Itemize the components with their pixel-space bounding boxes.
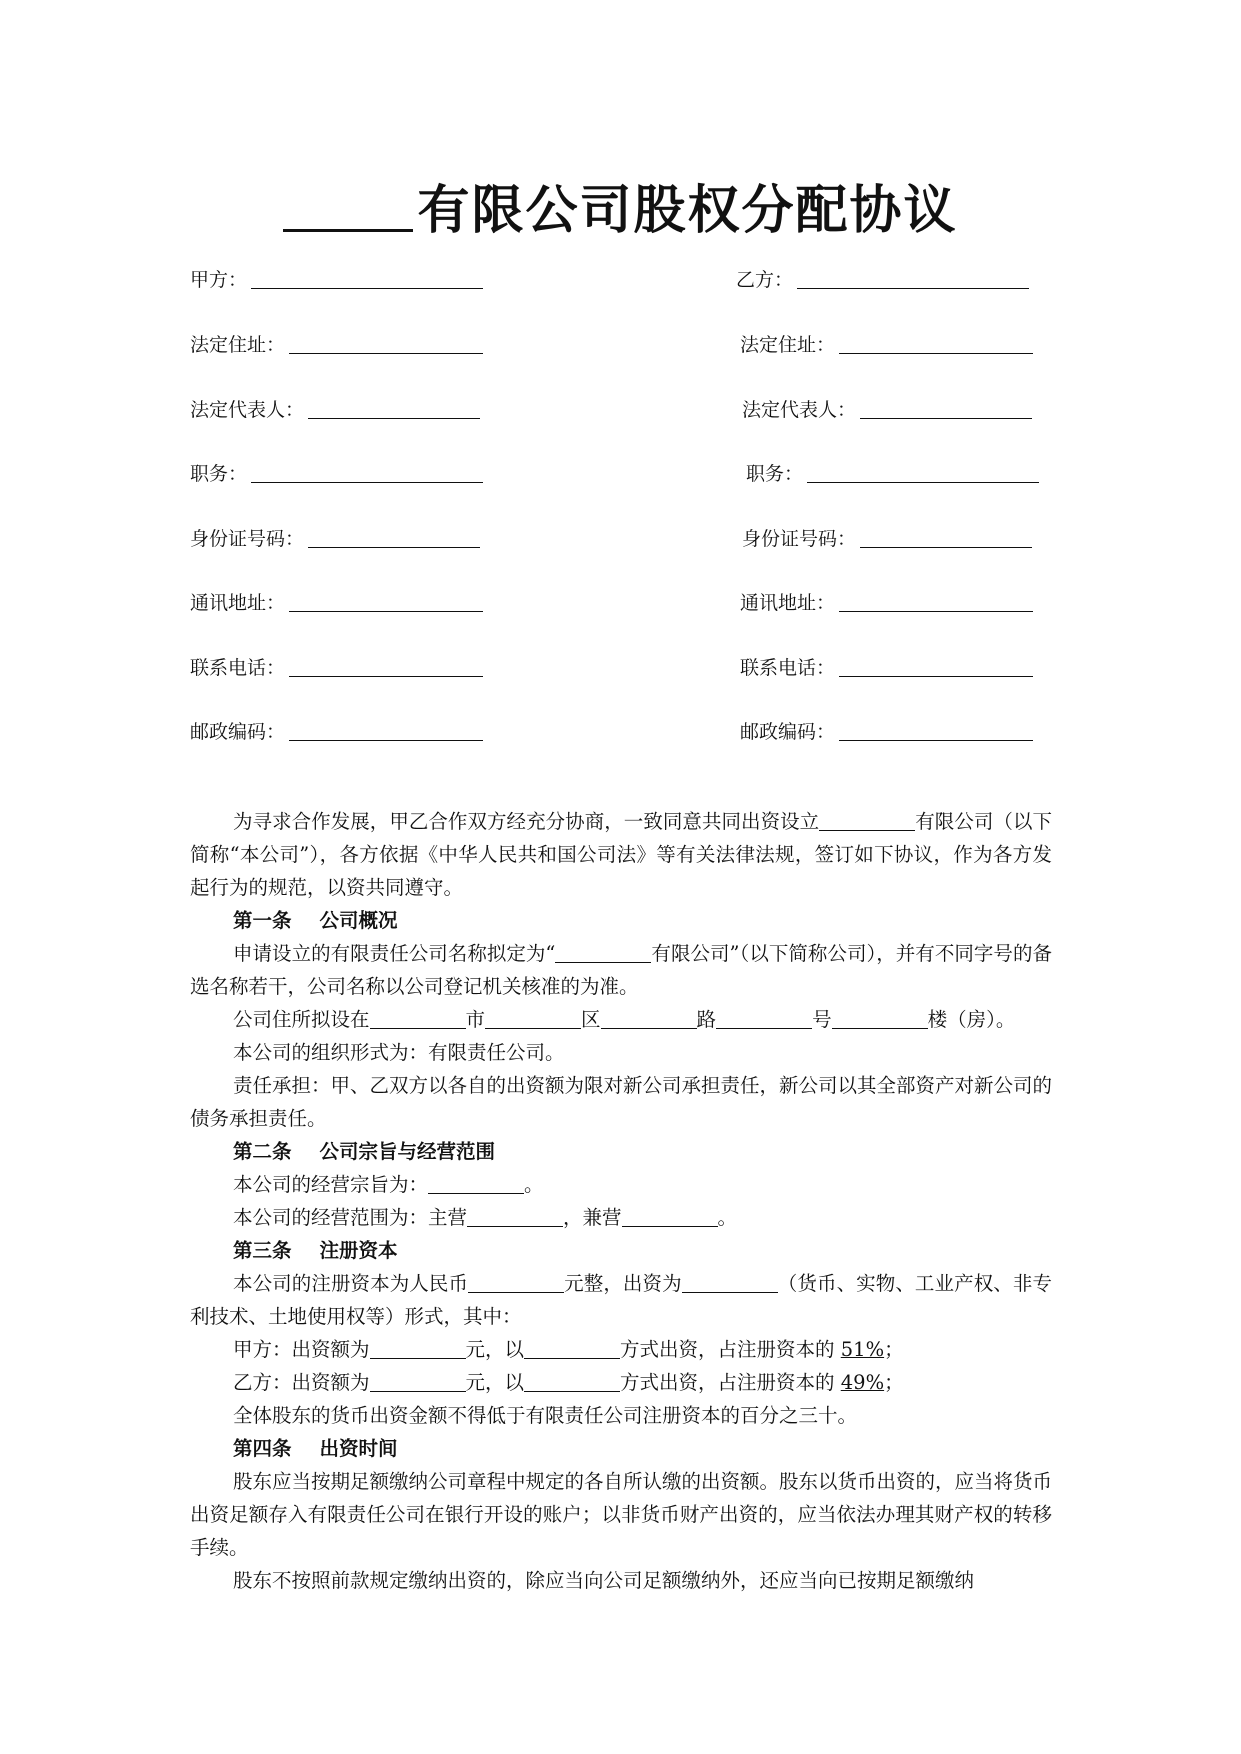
party-a-label: 甲方： [190, 269, 248, 291]
party-b-phone-row [740, 656, 1033, 680]
article-1-address-paragraph: 公司住所拟设在 市 区 路 号 楼（房）。 [233, 1008, 1016, 1031]
party-b-position-row [746, 462, 1039, 486]
party-b-amount-field[interactable] [370, 1373, 466, 1392]
party-a-postcode-field[interactable] [289, 722, 483, 741]
title-text: 有限公司股权分配协议 [417, 181, 958, 241]
district-field[interactable] [485, 1010, 581, 1029]
company-name-blank[interactable] [283, 229, 413, 232]
party-a-phone-field[interactable] [289, 658, 483, 677]
party-b-rep-label: 法定代表人： [742, 399, 857, 421]
party-a-position-field[interactable] [251, 464, 483, 483]
party-b-postcode-row [740, 720, 1033, 744]
party-a-address-label: 法定住址： [190, 334, 286, 356]
party-b-position-label: 职务： [746, 463, 804, 485]
party-a-amount-field[interactable] [370, 1340, 466, 1359]
party-a-address-field[interactable] [289, 335, 483, 354]
party-b-label: 乙方： [736, 269, 794, 291]
article-2-purpose-paragraph: 本公司的经营宗旨为： 。 [233, 1173, 544, 1196]
city-field[interactable] [370, 1010, 466, 1029]
contribution-form-field[interactable] [682, 1274, 778, 1293]
party-b-id-row [742, 527, 1032, 551]
article-1-liability-paragraph: 责任承担：甲、乙双方以各自的出资额为限对新公司承担责任，新公司以其全部资产对新公司的债务承担责任。 [190, 1074, 1053, 1130]
party-b-name-row [736, 268, 1029, 292]
party-b-address-field[interactable] [839, 335, 1033, 354]
intro-paragraph: 为寻求合作发展，甲乙合作双方经充分协商，一致同意共同出资设立 有限公司（以下简称“本公司”），各方依据《中华人民共和国公司法》等有关法律法规，签订如下协议，作为各方发起行为的规范，以资共同遵守。 [190, 810, 1052, 899]
party-a-mail-field[interactable] [289, 593, 483, 612]
party-a-method-field[interactable] [524, 1340, 620, 1359]
party-a-name-field[interactable] [251, 270, 483, 289]
party-a-name-row [190, 268, 483, 292]
proposed-name-field[interactable] [555, 944, 651, 963]
party-a-mail-row [190, 591, 483, 615]
party-a-position-row [190, 462, 483, 486]
party-b-id-label: 身份证号码： [742, 528, 857, 550]
number-field[interactable] [716, 1010, 812, 1029]
article-1-name-paragraph: 申请设立的有限责任公司名称拟定为“ 有限公司”（以下简称公司），并有不同字号的备选名称若干，公司名称以公司登记机关核准的为准。 [190, 942, 1052, 998]
party-b-address-label: 法定住址： [740, 334, 836, 356]
party-a-mail-label: 通讯地址： [190, 592, 286, 614]
party-a-address-row [190, 333, 483, 357]
party-b-phone-label: 联系电话： [740, 657, 836, 679]
capital-amount-field[interactable] [468, 1274, 564, 1293]
document-title [0, 168, 1241, 243]
party-a-id-row [190, 527, 480, 551]
road-field[interactable] [601, 1010, 697, 1029]
article-3-heading: 第三条 注册资本 [233, 1239, 398, 1262]
article-3-party-b-paragraph: 乙方：出资额为 元，以 方式出资，占注册资本的 49%； [233, 1371, 904, 1394]
party-b-postcode-field[interactable] [839, 722, 1033, 741]
company-name-field[interactable] [819, 812, 915, 831]
party-b-share-percent: 49% [840, 1371, 885, 1394]
article-4-paragraph-2: 股东不按照前款规定缴纳出资的，除应当向公司足额缴纳外，还应当向已按期足额缴纳 [233, 1569, 975, 1592]
article-3-cash-paragraph: 全体股东的货币出资金额不得低于有限责任公司注册资本的百分之三十。 [233, 1404, 858, 1427]
party-a-share-percent: 51% [840, 1338, 885, 1361]
article-1-form-paragraph: 本公司的组织形式为：有限责任公司。 [233, 1041, 565, 1064]
party-b-address-row [740, 333, 1033, 357]
party-b-mail-row [740, 591, 1033, 615]
party-b-position-field[interactable] [807, 464, 1039, 483]
party-b-id-field[interactable] [860, 529, 1032, 548]
article-4-heading: 第四条 出资时间 [233, 1437, 398, 1460]
party-b-postcode-label: 邮政编码： [740, 721, 836, 743]
agreement-body [190, 805, 1052, 1597]
party-b-mail-label: 通讯地址： [740, 592, 836, 614]
side-business-field[interactable] [622, 1208, 718, 1227]
purpose-field[interactable] [428, 1175, 524, 1194]
building-field[interactable] [832, 1010, 928, 1029]
party-b-rep-field[interactable] [860, 400, 1032, 419]
party-a-phone-label: 联系电话： [190, 657, 286, 679]
party-b-phone-field[interactable] [839, 658, 1033, 677]
party-b-rep-row [742, 398, 1032, 422]
party-a-rep-row [190, 398, 480, 422]
party-b-mail-field[interactable] [839, 593, 1033, 612]
article-3-party-a-paragraph: 甲方：出资额为 元，以 方式出资，占注册资本的 51%； [233, 1338, 904, 1361]
party-b-name-field[interactable] [797, 270, 1029, 289]
party-a-rep-field[interactable] [308, 400, 480, 419]
party-a-rep-label: 法定代表人： [190, 399, 305, 421]
article-1-heading: 第一条 公司概况 [233, 909, 398, 932]
party-a-postcode-label: 邮政编码： [190, 721, 286, 743]
party-a-id-label: 身份证号码： [190, 528, 305, 550]
party-a-position-label: 职务： [190, 463, 248, 485]
party-a-postcode-row [190, 720, 483, 744]
party-b-method-field[interactable] [524, 1373, 620, 1392]
main-business-field[interactable] [467, 1208, 563, 1227]
party-a-id-field[interactable] [308, 529, 480, 548]
party-a-phone-row [190, 656, 483, 680]
article-2-scope-paragraph: 本公司的经营范围为：主营 ，兼营 。 [233, 1206, 738, 1229]
article-3-capital-paragraph: 本公司的注册资本为人民币 元整，出资为 （货币、实物、工业产权、非专利技术、土地使用权等）形式，其中： [190, 1272, 1052, 1328]
article-2-heading: 第二条 公司宗旨与经营范围 [233, 1140, 496, 1163]
article-4-paragraph-1: 股东应当按期足额缴纳公司章程中规定的各自所认缴的出资额。股东以货币出资的，应当将货币出资足额存入有限责任公司在银行开设的账户；以非货币财产出资的，应当依法办理其财产权的转移手续。 [190, 1470, 1053, 1559]
